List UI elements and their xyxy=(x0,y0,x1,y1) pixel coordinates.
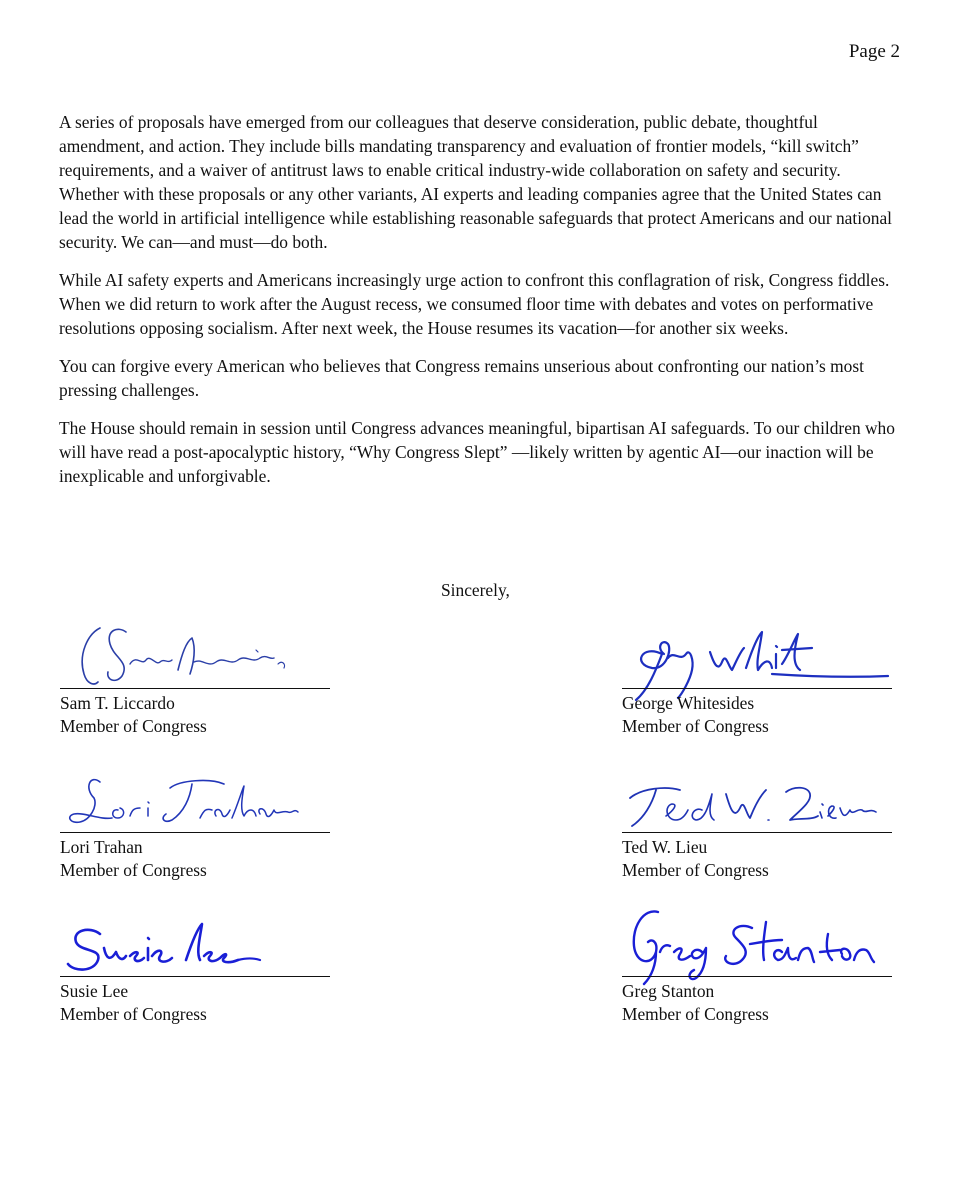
signature-liccardo xyxy=(60,614,330,689)
paragraph: A series of proposals have emerged from our colleagues that deserve consideration, public debate, thoughtful amendment, and action. They include bills mandating transparency and evaluation of frontier models, “kill switch” requirements, and a waiver of antitrust laws to enable critical industry-wide collaboration on safety and security. Whether with these proposals or any other variants, AI experts and leading companies agree that the United States can lead the world in artificial intelligence while establishing reasonable safeguards that protect Americans and our national security. We can—and must—do both. xyxy=(59,112,893,252)
signatory-name: Greg Stanton xyxy=(622,981,715,1001)
signatory-name: Susie Lee xyxy=(60,981,129,1001)
signature-line xyxy=(622,832,892,833)
signatory-title: Member of Congress xyxy=(60,860,207,880)
signature-block-whitesides xyxy=(622,614,892,734)
signature-block-lieu xyxy=(622,758,892,878)
signatory-title: Member of Congress xyxy=(60,716,207,736)
signature-line xyxy=(622,688,892,689)
paragraph: You can forgive every American who believes that Congress remains unserious about confronting our nation’s most pressing challenges. xyxy=(59,356,864,400)
paragraph: The House should remain in session until Congress advances meaningful, bipartisan AI safeguards. To our children who will have read a post-apocalyptic history, “Why Congress Slept” —likely written by agentic AI—our inaction will be inexplicable and unforgivable. xyxy=(59,418,895,486)
signature-line xyxy=(622,976,892,977)
signature-block-stanton xyxy=(622,902,892,1022)
signatory-title: Member of Congress xyxy=(622,716,769,736)
signature-block-liccardo xyxy=(60,614,330,734)
signatory-title: Member of Congress xyxy=(622,860,769,880)
signatory-name: Sam T. Liccardo xyxy=(60,693,175,713)
signature-line xyxy=(60,688,330,689)
signature-line xyxy=(60,832,330,833)
signatory-name: Lori Trahan xyxy=(60,837,143,857)
signature-whitesides xyxy=(622,614,892,689)
signature-line xyxy=(60,976,330,977)
page-number: Page 2 xyxy=(848,41,900,62)
closing: Sincerely, xyxy=(441,580,510,600)
signature-trahan xyxy=(60,758,330,833)
paragraph: While AI safety experts and Americans increasingly urge action to confront this conflagration of risk, Congress fiddles. When we did return to work after the August recess, we consumed floor time with debates and votes on performative resolutions opposing socialism. After next week, the House resumes its vacation—for another six weeks. xyxy=(59,270,890,338)
signatory-name: Ted W. Lieu xyxy=(622,837,708,857)
signatory-name: George Whitesides xyxy=(622,693,755,713)
signature-block-lee xyxy=(60,902,330,1022)
signature-lee xyxy=(60,902,330,977)
signatory-title: Member of Congress xyxy=(60,1004,207,1024)
letter-body xyxy=(59,110,904,502)
signature-stanton xyxy=(622,902,892,977)
signature-block-trahan xyxy=(60,758,330,878)
signature-lieu xyxy=(622,758,892,833)
signatory-title: Member of Congress xyxy=(622,1004,769,1024)
